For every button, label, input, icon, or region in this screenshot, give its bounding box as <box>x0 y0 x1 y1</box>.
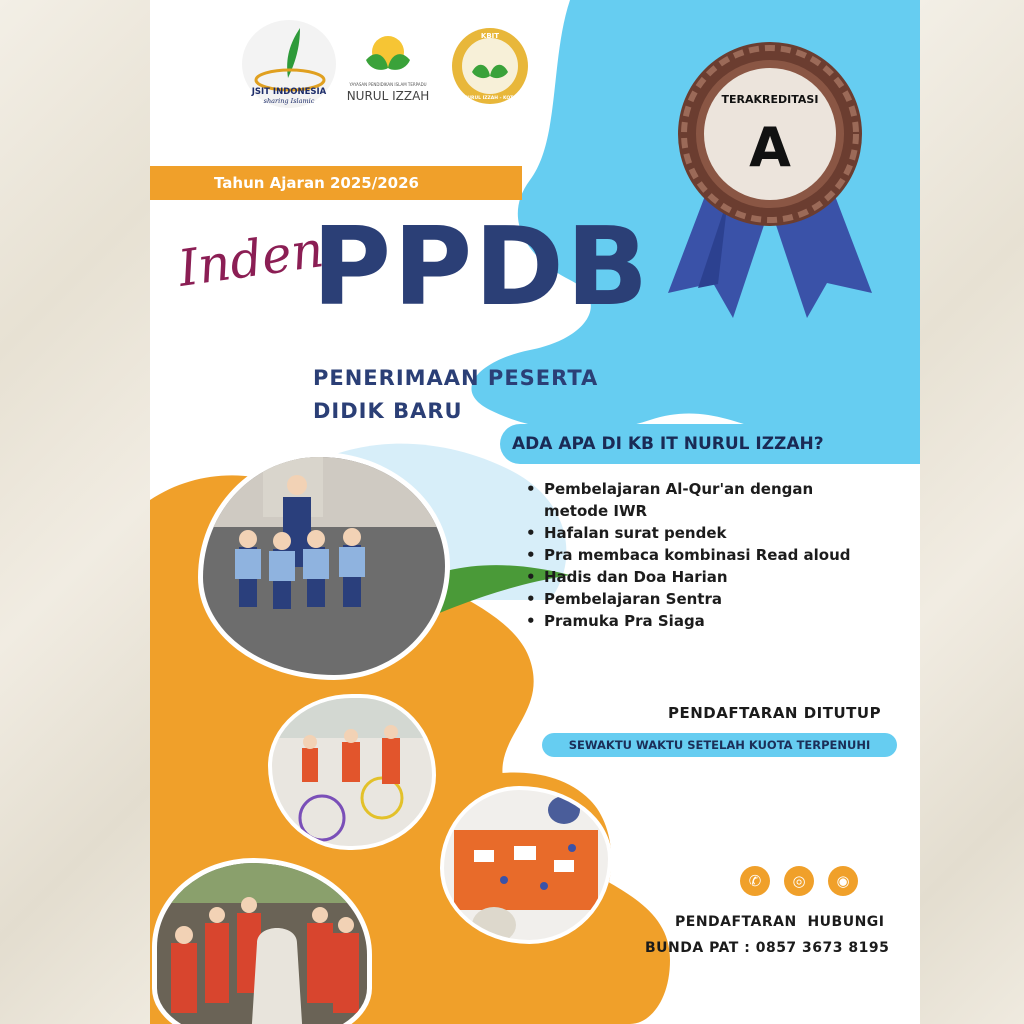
badge-grade: A <box>749 116 791 179</box>
kbit-logo <box>450 26 530 108</box>
feature-list <box>522 478 862 632</box>
school-year-banner: Tahun Ajaran 2025/2026 <box>150 166 522 200</box>
nurul-izzah-logo <box>346 28 430 112</box>
badge-label: TERAKREDITASI <box>721 93 819 106</box>
contact-label: PENDAFTARAN HUBUNGI <box>675 914 885 930</box>
kbit-logo-bottom: NURUL IZZAH - KOTA <box>463 96 517 101</box>
globe-icon[interactable]: ◎ <box>784 866 814 896</box>
photo-table-activity <box>440 786 612 944</box>
page-title: PPDB <box>312 205 651 330</box>
photo-scout-children <box>198 452 450 680</box>
list-item: • Hadis dan Doa Harian <box>522 566 862 588</box>
registration-closing-label: PENDAFTARAN DITUTUP <box>668 704 882 722</box>
nurul-logo-name: NURUL IZZAH <box>346 89 430 103</box>
jsit-logo <box>240 18 338 110</box>
list-item: • Hafalan surat pendek <box>522 522 862 544</box>
title-script: Inden <box>174 220 328 298</box>
contact-detail[interactable]: BUNDA PAT : 0857 3673 8195 <box>645 940 890 956</box>
jsit-logo-tagline: sharing Islamic <box>263 97 315 105</box>
phone-icon[interactable]: ✆ <box>740 866 770 896</box>
poster <box>150 0 920 1024</box>
list-item: • Pra membaca kombinasi Read aloud <box>522 544 862 566</box>
nurul-logo-small: YAYASAN PENDIDIKAN ISLAM TERPADU <box>349 82 427 87</box>
paper-texture-right <box>920 0 1024 1024</box>
section-heading: ADA APA DI KB IT NURUL IZZAH? <box>500 424 920 464</box>
subtitle <box>313 362 673 428</box>
location-pin-icon[interactable]: ◉ <box>828 866 858 896</box>
accreditation-badge <box>658 38 882 328</box>
kbit-logo-top: KBIT <box>480 32 500 40</box>
subtitle-line-1: PENERIMAAN PESERTA <box>313 366 599 390</box>
subtitle-line-2: DIDIK BARU <box>313 399 463 423</box>
list-item: • Pembelajaran Sentra <box>522 588 862 610</box>
list-item: • Pramuka Pra Siaga <box>522 610 862 632</box>
jsit-logo-name: JSIT INDONESIA <box>251 87 327 97</box>
photo-classroom-hoops <box>268 694 436 850</box>
paper-texture-left <box>0 0 150 1024</box>
registration-closing-note: SEWAKTU WAKTU SETELAH KUOTA TERPENUHI <box>542 733 897 757</box>
list-item: • Pembelajaran Al-Qur'an dengan metode IWR <box>522 478 862 522</box>
